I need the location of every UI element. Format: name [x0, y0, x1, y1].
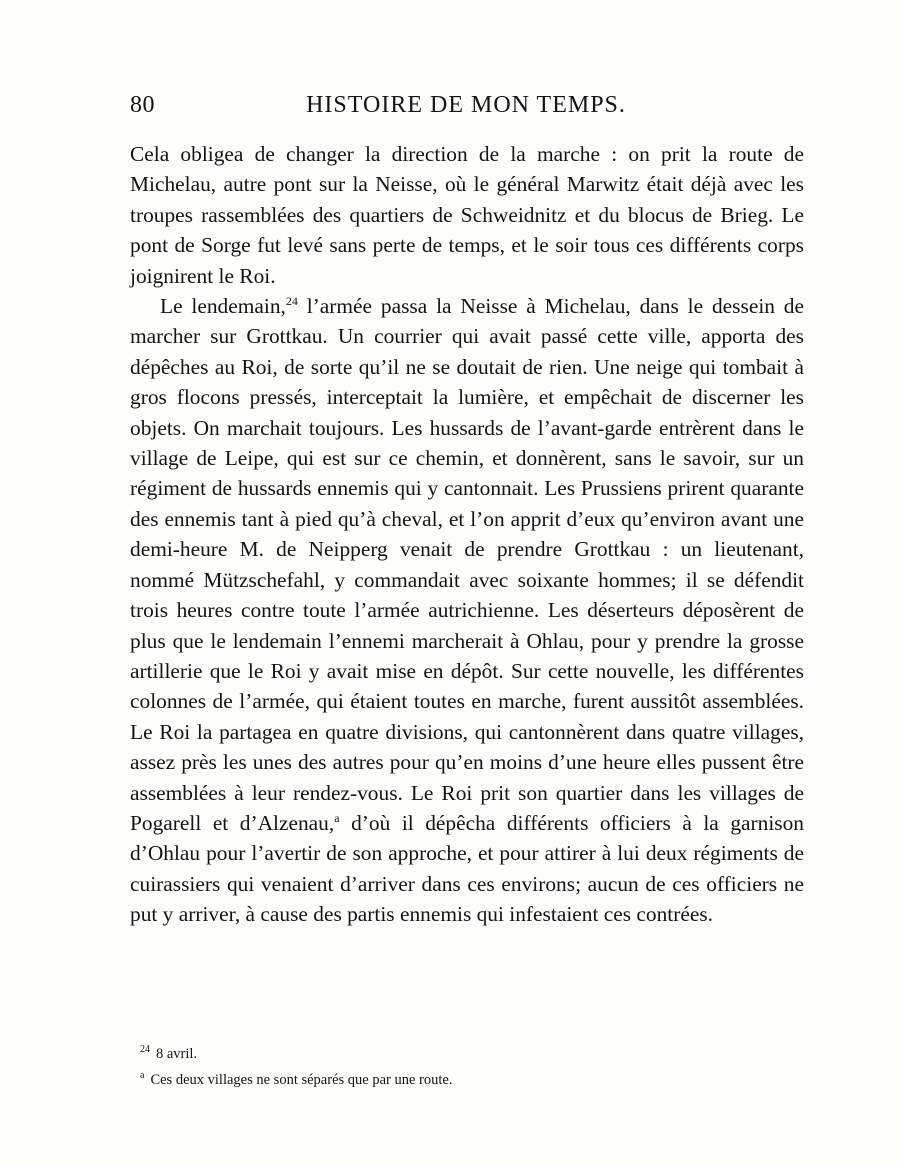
- paragraph-2-part-a: Le lendemain,: [160, 294, 286, 319]
- main-text: [130, 139, 804, 930]
- footnote-24: [130, 1039, 790, 1065]
- footnote-mark: 24: [140, 1044, 150, 1055]
- running-title: HISTOIRE DE MON TEMPS.: [306, 92, 626, 118]
- page-number: 80: [130, 92, 155, 118]
- footnote-text: Ces deux villages ne sont séparés que par une route.: [150, 1071, 453, 1088]
- paragraph-2-part-c: d’où il dépêcha différents officiers à la garnison d’Ohlau pour l’avertir de son approche, et pour attirer à lui deux régiments de cuirassiers qui venaient d’arriver dans ces environs; aucun de ces officiers ne put y arriver, à cause des partis ennemis qui infestaient ces contrées.: [130, 810, 804, 927]
- footnote-ref-a: a: [334, 810, 340, 825]
- footnotes: [130, 1039, 790, 1091]
- paragraph-1: Cela obligea de changer la direction de la marche : on prit la route de Michelau, autre pont sur la Neisse, où le général Marwitz était déjà avec les troupes rassemblées des quartiers de Schweidnitz et du blocus de Brieg. Le pont de Sorge fut levé sans perte de temps, et le soir tous ces différents corps joignirent le Roi.: [130, 142, 804, 288]
- footnote-a: [130, 1065, 790, 1091]
- footnote-text: 8 avril.: [156, 1045, 198, 1062]
- footnote-ref-24: 24: [285, 293, 298, 308]
- running-header: [130, 92, 802, 128]
- footnote-mark: a: [140, 1069, 145, 1081]
- paragraph-2: [130, 291, 804, 930]
- paragraph-2-part-b: l’armée passa la Neisse à Michelau, dans le dessein de marcher sur Grottkau. Un courrier qui avait passé cette ville, apporta des dépêches au Roi, de sorte qu’il ne se doutait de rien. Une neige qui tombait à gros flocons pressés, interceptait la lumière, et empêchait de discerner les objets. On marchait toujours. Les hussards de l’avant-garde entrèrent dans le village de Leipe, qui est sur ce chemin, et donnèrent, sans le savoir, sur un régiment de hussards ennemis qui y cantonnait. Les Prussiens prirent quarante des ennemis tant à pied qu’à cheval, et l’on apprit d’eux qu’environ avant une demi-heure M. de Neipperg venait de prendre Grottkau : un lieutenant, nommé Mützschefahl, y commandait avec soixante hommes; il se défendit trois heures contre toute l’armée autrichienne. Les déserteurs déposèrent de plus que le lendemain l’ennemi marcherait à Ohlau, pour y prendre la grosse artillerie que le Roi y avait mise en dépôt. Sur cette nouvelle, les différentes colonnes de l’armée, qui étaient toutes en marche, furent aussitôt assemblées. Le Roi la partagea en quatre divisions, qui cantonnèrent dans quatre villages, assez près les unes des autres pour qu’en moins d’une heure elles pussent être assemblées à leur rendez-vous. Le Roi prit son quartier dans les villages de Pogarell et d’Alzenau,: [130, 294, 805, 835]
